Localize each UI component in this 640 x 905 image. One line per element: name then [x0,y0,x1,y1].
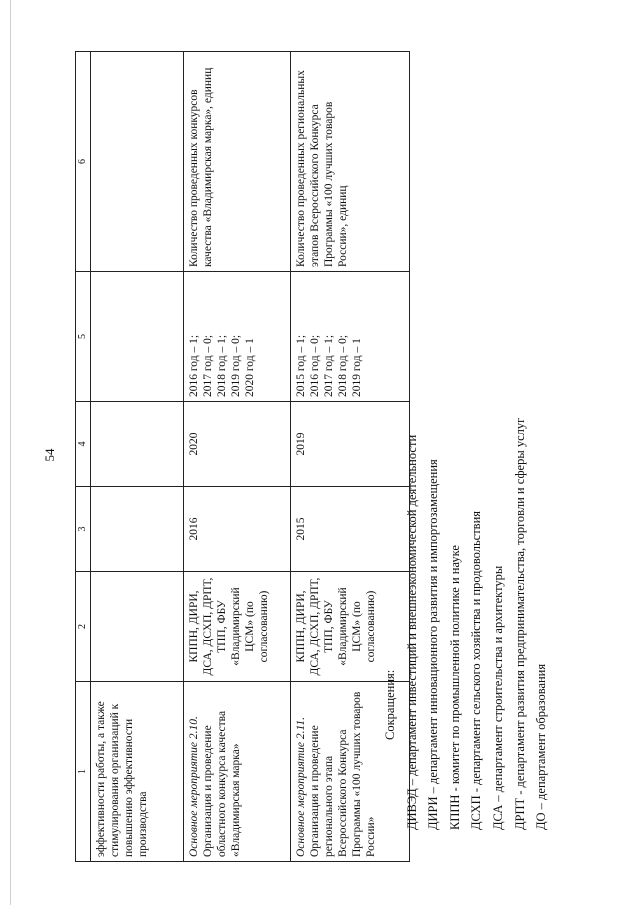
col-num-2: 2 [76,572,91,682]
plan-line: 2017 год – 0; [202,334,215,397]
table-row [91,52,184,862]
measure-cell [184,682,291,862]
measure-text: Организация и проведение регионального этапа Всероссийского Конкурса Программы «100 лучших товаров России» [309,691,378,857]
col-num-4: 4 [76,402,91,487]
plan-line: 2017 год – 1; [323,334,336,397]
rotated-page [35,40,610,870]
plan-line: 2018 год – 1; [216,334,229,397]
plan-cell [91,272,184,402]
end-year-cell [91,402,184,487]
table-row [184,52,291,862]
plan-line: 2016 год – 1; [188,334,201,397]
end-year-cell: 2020 [184,402,291,487]
abbreviations-block [380,50,553,830]
page-number: 54 [42,448,57,462]
measures-table [75,51,410,862]
start-year-cell: 2016 [184,487,291,572]
indicator-cell [91,52,184,272]
abbreviation-item: ДСХП - департамент сельского хозяйства и продовольствия [469,510,484,830]
measure-text: Организация и проведение областного конкурса качества «Владимирская марка» [202,710,243,857]
start-year-cell: 2015 [291,487,410,572]
abbreviation-item: ДРПТ - департамент развития предпринимательства, торговли и сферы услуг [512,417,527,830]
col-num-6: 6 [76,52,91,272]
indicator-cell: Количество проведенных региональных этапов Всероссийского Конкурса Программы «100 лучших товаров России», единиц [291,52,410,272]
abbreviation-item: ДО – департамент образования [534,663,549,830]
col-num-1: 1 [76,682,91,862]
plan-line: 2016 год – 0; [309,334,322,397]
plan-line: 2018 год – 0; [337,334,350,397]
col-num-5: 5 [76,272,91,402]
measure-cell [91,682,184,862]
executors-cell: КППН, ДИРИ, ДСА, ДСХП, ДРПТ, ТПП, ФБУ «Владимирский ЦСМ» (по согласованию) [291,572,410,682]
end-year-cell: 2019 [291,402,410,487]
abbreviation-item: ДСА – департамент строительства и архитектуры [490,565,505,830]
start-year-cell [91,487,184,572]
measure-title: Основное мероприятие 2.10. [188,716,201,857]
column-number-row [76,52,91,862]
abbreviation-item: КППН - комитет по промышленной политике и науке [447,545,462,830]
plan-cell [184,272,291,402]
indicator-cell: Количество проведенных конкурсов качества «Владимирская марка», единиц [184,52,291,272]
measure-title: Основное мероприятие 2.11. [295,716,308,857]
abbreviation-item: ДИВЭД – департамент инвестиций и внешнеэкономической деятельности [404,434,419,830]
measure-text: эффективности работы, а также стимулирования организаций к повышению эффективности производства [95,701,150,857]
scan-edge-line [10,0,11,905]
executors-cell [91,572,184,682]
abbreviations-header: Сокращения: [383,669,397,740]
abbreviation-item: ДИРИ – департамент инновационного развития и импортозамещения [426,459,441,830]
plan-line: 2015 год – 1; [295,334,308,397]
plan-line: 2019 год – 0; [230,334,243,397]
plan-line: 2019 год – 1 [351,338,364,397]
plan-line: 2020 год – 1 [244,338,257,397]
executors-cell: КППН, ДИРИ, ДСА, ДСХП, ДРПТ, ТПП, ФБУ «Владимирский ЦСМ» (по согласованию) [184,572,291,682]
col-num-3: 3 [76,487,91,572]
